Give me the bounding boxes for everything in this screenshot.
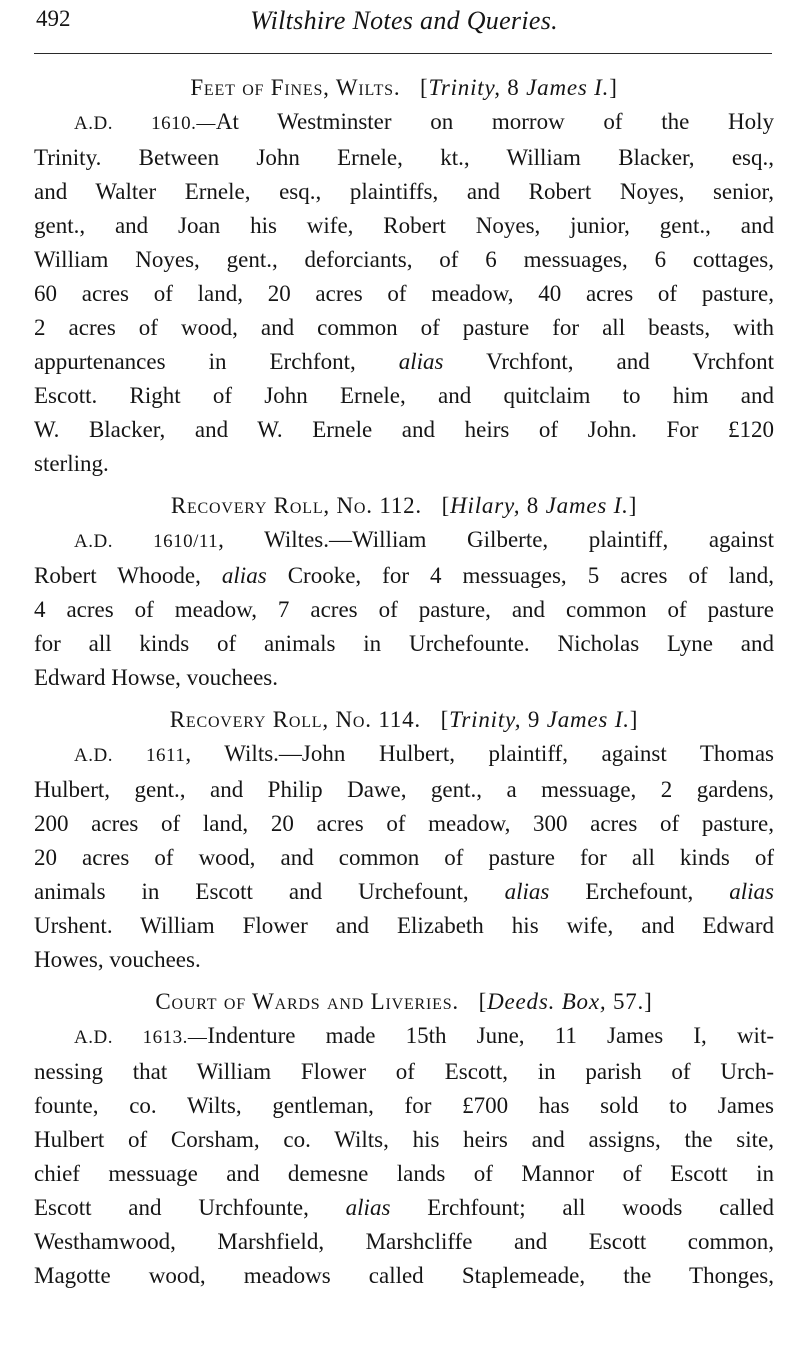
ref-bracket: ]	[629, 707, 639, 732]
text-line: founte, co. Wilts, gentleman, for £700 has sold to James	[34, 1093, 774, 1118]
entry-date: A.D. 1613.—	[74, 1027, 208, 1048]
ref-term: Deeds.	[487, 989, 556, 1014]
entry-text	[34, 1019, 774, 1293]
text-line: Escott. Right of John Ernele, and quitclaim to him and	[34, 383, 774, 408]
ref-term: Trinity,	[428, 75, 501, 100]
text-line: gent., and Joan his wife, Robert Noyes, junior, gent., and	[34, 213, 774, 238]
text-line	[34, 737, 774, 773]
entry-text	[34, 737, 774, 977]
ref-term: Hilary,	[450, 493, 521, 518]
line-text: Indenture made 15th June, 11 James I, wit-	[207, 1023, 774, 1048]
text-line: 4 acres of meadow, 7 acres of pasture, and common of pasture	[34, 597, 774, 622]
journal-title: Wiltshire Notes and Queries.	[250, 6, 558, 35]
header-rule	[34, 53, 772, 54]
text-line: nessing that William Flower of Escott, in parish of Urch-	[34, 1059, 774, 1084]
entry-recovery-roll-112	[34, 489, 774, 695]
text-line: Urshent. William Flower and Elizabeth his wife, and Edward	[34, 913, 774, 938]
heading-title: Feet of Fines, Wilts.	[190, 75, 401, 100]
text-line: sterling.	[34, 451, 109, 476]
text-line: W. Blacker, and W. Ernele and heirs of John. For £120	[34, 417, 774, 442]
entry-heading	[34, 703, 774, 737]
ref-reign: Box,	[561, 989, 607, 1014]
ref-reign: James I.	[545, 493, 629, 518]
entry-text	[34, 105, 774, 481]
text-line: Hulbert, gent., and Philip Dawe, gent., a messuage, 2 gardens,	[34, 777, 774, 802]
line-text: At Westminster on morrow of the Holy	[215, 109, 774, 134]
text-line	[34, 1191, 774, 1225]
ref-year: 9	[521, 707, 547, 732]
alias-word: alias	[221, 563, 267, 588]
page-number: 492	[36, 6, 71, 31]
ref-year: 8	[500, 75, 527, 100]
ref-bracket: 57.]	[606, 989, 653, 1014]
text-line: 20 acres of wood, and common of pasture for all kinds of	[34, 845, 774, 870]
text-line: Howes, vouchees.	[34, 947, 201, 972]
line-text: Erchefount,	[585, 879, 694, 904]
text-line: William Noyes, gent., deforciants, of 6 messuages, 6 cottages,	[34, 247, 774, 272]
line-text: , Wiltes.—William Gilberte, plaintiff, against	[218, 527, 774, 552]
text-line: Trinity. Between John Ernele, kt., William Blacker, esq.,	[34, 145, 774, 170]
heading-reference	[442, 493, 638, 518]
text-line: Edward Howse, vouchees.	[34, 665, 278, 690]
text-line: Magotte wood, meadows called Staplemeade, the Thonges,	[34, 1263, 774, 1288]
entry-date: A.D. 1610.—	[74, 113, 216, 134]
running-head	[36, 6, 772, 40]
text-line: Westhamwood, Marshfield, Marshcliffe and Escott common,	[34, 1229, 774, 1254]
heading-title: Recovery Roll, No. 114.	[169, 707, 421, 732]
line-text: Crooke, for 4 messuages, 5 acres of land,	[287, 563, 775, 588]
entry-date: A.D. 1610/11	[74, 531, 219, 552]
text-line	[34, 559, 774, 593]
text-line: for all kinds of animals in Urchefounte. Nicholas Lyne and	[34, 631, 774, 656]
text-line	[34, 523, 774, 559]
ref-bracket: [	[440, 707, 450, 732]
ref-term: Trinity,	[449, 707, 522, 732]
page-body	[34, 71, 774, 1301]
text-line	[34, 345, 774, 379]
line-text: Escott and Urchfounte,	[34, 1195, 309, 1220]
heading-title: Recovery Roll, No. 112.	[170, 493, 422, 518]
line-text: animals in Escott and Urchefount,	[34, 879, 469, 904]
alias-word: alias	[398, 349, 444, 374]
heading-reference	[479, 989, 653, 1014]
line-text: Robert Whoode,	[34, 563, 201, 588]
ref-bracket: ]	[628, 493, 638, 518]
ref-reign: James I.	[526, 75, 610, 100]
alias-word: alias	[504, 879, 550, 904]
alias-word: alias	[345, 1195, 391, 1220]
line-text: , Wilts.—John Hulbert, plaintiff, against Thomas	[185, 741, 774, 766]
ref-year: 8	[520, 493, 546, 518]
heading-reference	[420, 75, 618, 100]
text-line: 200 acres of land, 20 acres of meadow, 300 acres of pasture,	[34, 811, 774, 836]
text-line: 60 acres of land, 20 acres of meadow, 40 acres of pasture,	[34, 281, 774, 306]
ref-bracket: [	[478, 989, 488, 1014]
ref-bracket: ]	[609, 75, 618, 100]
heading-title: Court of Wards and Liveries.	[155, 989, 459, 1014]
line-text: appurtenances in Erchfont,	[34, 349, 356, 374]
entry-heading	[34, 71, 774, 105]
text-line	[34, 875, 774, 909]
entry-text	[34, 523, 774, 695]
entry-heading	[34, 985, 774, 1019]
entry-date: A.D. 1611	[74, 745, 186, 766]
text-line: chief messuage and demesne lands of Mannor of Escott in	[34, 1161, 774, 1186]
text-line	[34, 105, 774, 141]
heading-reference	[441, 707, 639, 732]
text-line: Hulbert of Corsham, co. Wilts, his heirs and assigns, the site,	[34, 1127, 774, 1152]
text-line	[34, 1019, 774, 1055]
entry-heading	[34, 489, 774, 523]
text-line: 2 acres of wood, and common of pasture for all beasts, with	[34, 315, 774, 340]
ref-bracket: [	[420, 75, 429, 100]
entry-court-of-wards	[34, 985, 774, 1293]
entry-feet-of-fines	[34, 71, 774, 481]
line-text: Vrchfont, and Vrchfont	[486, 349, 775, 374]
ref-bracket: [	[441, 493, 451, 518]
text-line: and Walter Ernele, esq., plaintiffs, and Robert Noyes, senior,	[34, 179, 774, 204]
entry-recovery-roll-114	[34, 703, 774, 977]
line-text: Erchfount; all woods called	[427, 1195, 775, 1220]
ref-reign: James I.	[546, 707, 630, 732]
alias-word: alias	[729, 879, 774, 904]
